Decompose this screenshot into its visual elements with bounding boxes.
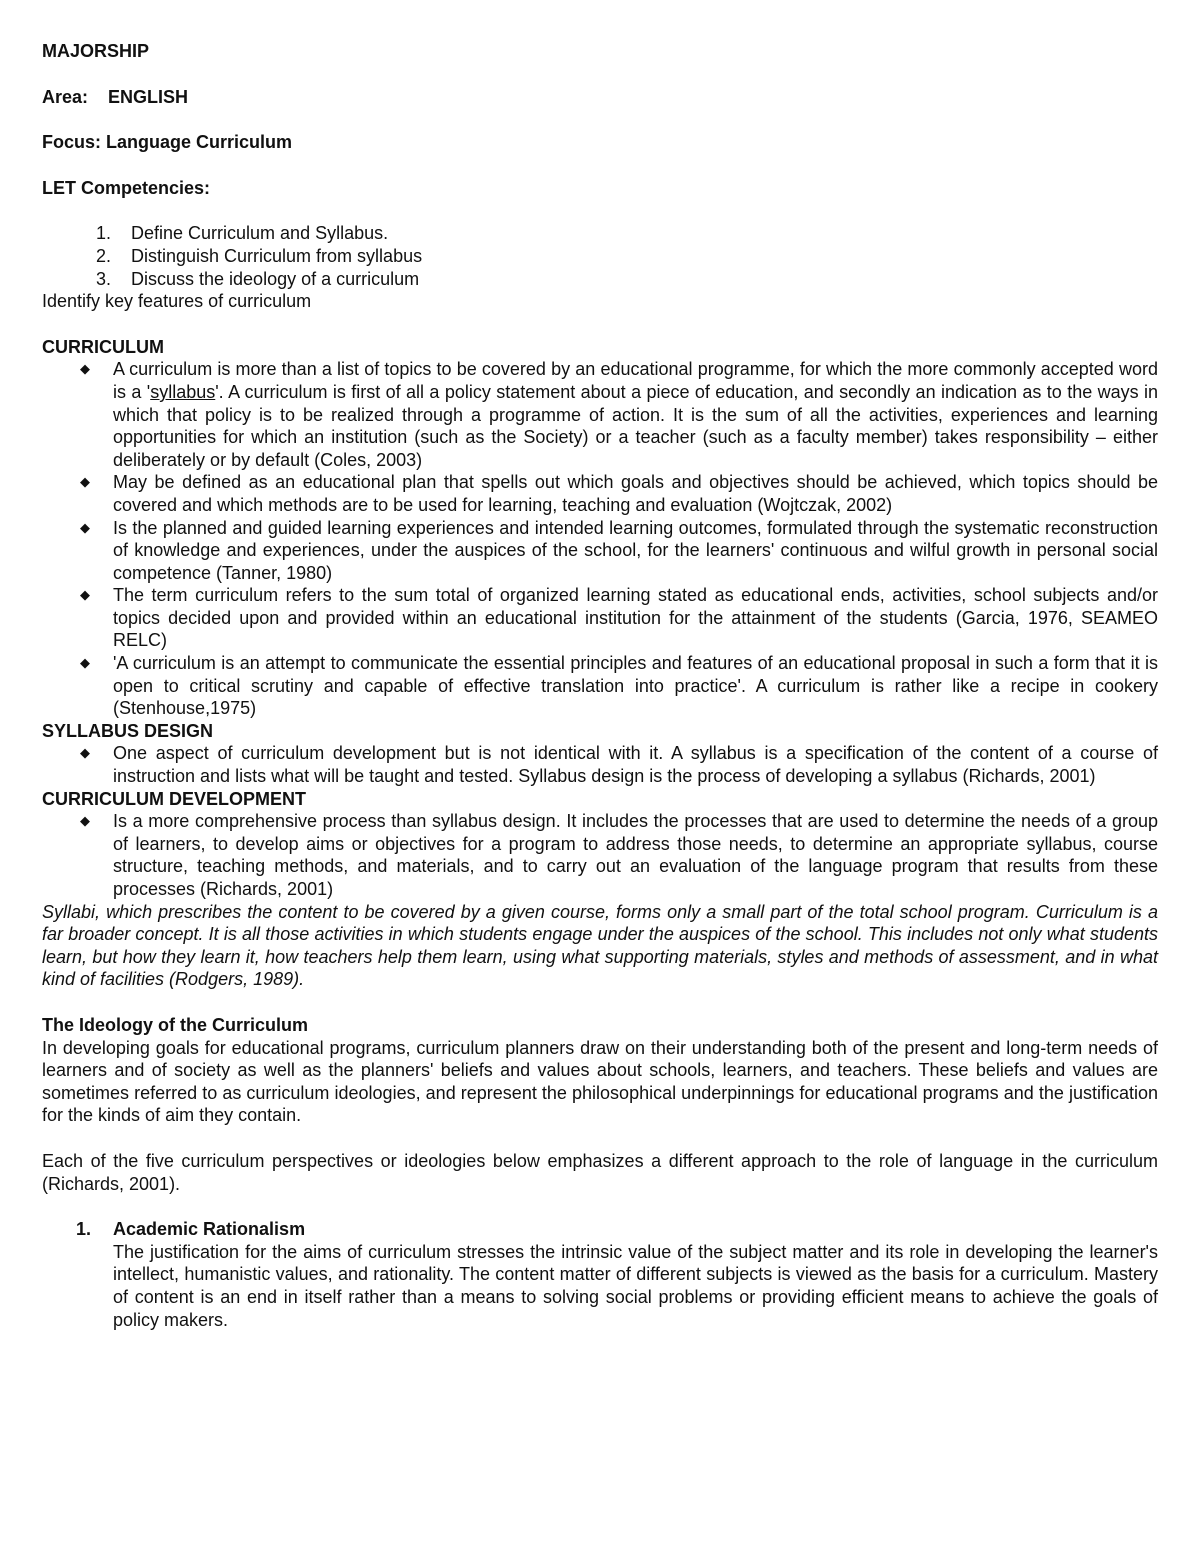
ideology-list	[42, 1218, 1158, 1331]
list-item: ◆ One aspect of curriculum development but is not identical with it. A syllabus is a specification of the content of a course of instruction and lists what will be taught and tested. Syllabus design is the process of developing a syllabus (Richards, 2001)	[42, 742, 1158, 787]
list-item: 1. Academic Rationalism The justification for the aims of curriculum stresses the intrinsic value of the subject matter and its role in developing the learner's intellect, humanistic values, and rationality. The content matter of different subjects is viewed as the basis for a curriculum. Mastery of content is an end in itself rather than a means to solving social problems or providing efficient means to achieve the goals of policy makers.	[76, 1219, 1158, 1330]
list-item: 2. Distinguish Curriculum from syllabus	[96, 245, 423, 266]
competencies-heading: LET Competencies:	[42, 177, 211, 198]
list-item: ◆ Is the planned and guided learning experiences and intended learning outcomes, formulated through the systematic reconstruction of knowledge and experiences, under the auspices of the school, for the learners' continuous and wilful growth in personal social competence (Tanner, 1980)	[42, 517, 1158, 585]
diamond-bullet-icon: ◆	[80, 655, 90, 671]
diamond-bullet-icon: ◆	[80, 474, 90, 490]
list-item: ◆ The term curriculum refers to the sum total of organized learning stated as educational ends, activities, school subjects and/or topics decided upon and provided within an educational institution for the attainment of the students (Garcia, 1976, SEAMEO RELC)	[42, 584, 1158, 652]
competency-extra: Identify key features of curriculum	[42, 291, 312, 312]
area-line	[42, 86, 1158, 109]
ideology-heading: The Ideology of the Curriculum	[42, 1014, 309, 1035]
curriculum-heading: CURRICULUM	[42, 336, 164, 357]
list-item: ◆ 'A curriculum is an attempt to communicate the essential principles and features of an educational proposal in such a form that it is open to critical scrutiny and capable of effective translation into practice'. A curriculum is rather like a recipe in cookery (Stenhouse,1975)	[42, 652, 1158, 720]
list-item: ◆ Is a more comprehensive process than syllabus design. It includes the processes that are used to determine the needs of a group of learners, to develop aims or objectives for a program to address those needs, to determine an appropriate syllabus, course structure, teaching methods, and materials, and to carry out an evaluation of the language program that results from these processes (Richards, 2001)	[42, 810, 1158, 900]
list-item: ◆ A curriculum is more than a list of topics to be covered by an educational programme, for which the more commonly accepted word is a 'syllabus'. A curriculum is first of all a policy statement about a piece of education, and secondly an indication as to the ways in which that policy is to be realized through a programme of action. It is the sum of all the activities, experiences and learning opportunities for which an institution (such as the Society) or a teacher (such as a faculty member) takes responsibility – either deliberately or by default (Coles, 2003)	[42, 358, 1158, 471]
area-value: ENGLISH	[108, 86, 189, 107]
focus-line: Focus: Language Curriculum	[42, 132, 293, 153]
ideology-paragraph-2: Each of the five curriculum perspectives or ideologies below emphasizes a different approach to the role of language in the curriculum (Richards, 2001).	[42, 1150, 1158, 1194]
diamond-bullet-icon: ◆	[80, 587, 90, 603]
list-item: 1. Define Curriculum and Syllabus.	[96, 223, 389, 244]
curriculum-development-heading: CURRICULUM DEVELOPMENT	[42, 788, 306, 809]
diamond-bullet-icon: ◆	[80, 745, 90, 761]
syllabus-underlined: syllabus	[150, 381, 216, 402]
list-item: ◆ May be defined as an educational plan that spells out which goals and objectives should be achieved, which topics should be covered and which methods are to be used for learning, teaching and evaluation (Wojtczak, 2002)	[42, 471, 1158, 516]
majorship-heading: MAJORSHIP	[42, 41, 150, 61]
syllabus-design-list	[42, 742, 1158, 787]
competencies-list	[42, 222, 1158, 290]
rodgers-quote: Syllabi, which prescribes the content to be covered by a given course, forms only a small part of the total school program. Curriculum is a far broader concept. It is all those activities in which students engage under the auspices of the school. This includes not only what students learn, but how they learn it, how teachers help them learn, using what supporting materials, styles and methods of assessment, and in what kind of facilities (Rodgers, 1989).	[42, 901, 1158, 990]
list-item: 3. Discuss the ideology of a curriculum	[96, 268, 420, 289]
curriculum-list	[42, 358, 1158, 720]
ideology-paragraph-1: In developing goals for educational programs, curriculum planners draw on their understanding both of the present and long-term needs of learners and of society as well as the planners' beliefs and values about schools, learners, and teachers. These beliefs and values are sometimes referred to as curriculum ideologies, and represent the philosophical underpinnings for educational programs and the justification for the kinds of aim they contain.	[42, 1037, 1158, 1126]
ideology-item-text: The justification for the aims of curriculum stresses the intrinsic value of the subject matter and its role in developing the learner's intellect, humanistic values, and rationality. The content matter of different subjects is viewed as the basis for a curriculum. Mastery of content is an end in itself rather than a means to solving social problems or providing efficient means to achieve the goals of policy makers.	[113, 1241, 1158, 1330]
diamond-bullet-icon: ◆	[80, 813, 90, 829]
ideology-item-title: Academic Rationalism	[113, 1219, 306, 1240]
syllabus-design-heading: SYLLABUS DESIGN	[42, 720, 214, 741]
area-label: Area:	[42, 86, 89, 107]
curriculum-development-list	[42, 810, 1158, 900]
diamond-bullet-icon: ◆	[80, 361, 90, 377]
diamond-bullet-icon: ◆	[80, 519, 90, 535]
